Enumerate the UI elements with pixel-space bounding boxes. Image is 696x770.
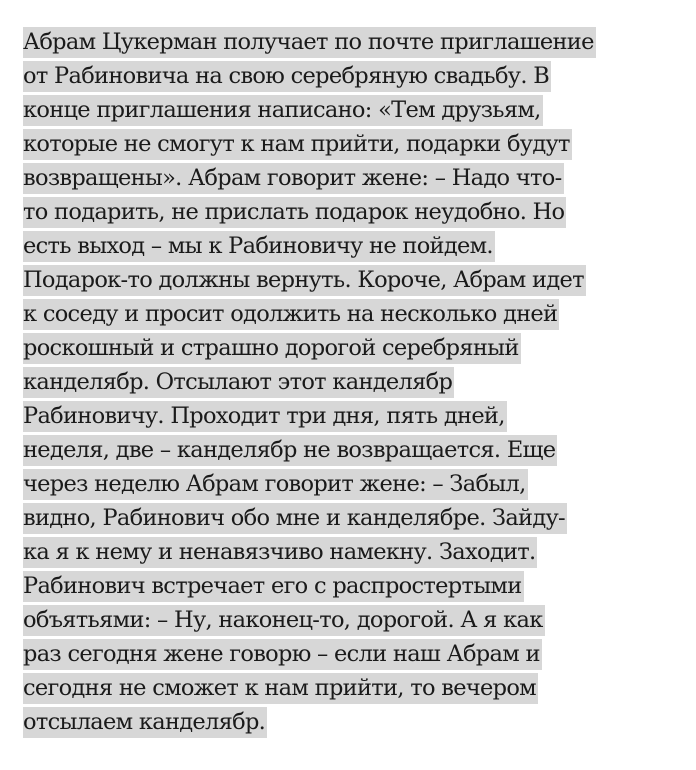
text-line bbox=[23, 299, 683, 333]
highlighted-text: роскошный и страшно дорогой серебряный bbox=[23, 333, 521, 364]
text-line bbox=[23, 605, 683, 639]
highlighted-text: Абрам Цукерман получает по почте приглашение bbox=[23, 27, 596, 58]
text-line bbox=[23, 367, 683, 401]
text-line bbox=[23, 129, 683, 163]
highlighted-text: раз сегодня жене говорю – если наш Абрам и bbox=[23, 639, 542, 670]
highlighted-text: видно, Рабинович обо мне и канделябре. Зайду- bbox=[23, 503, 567, 534]
text-line bbox=[23, 401, 683, 435]
text-line bbox=[23, 469, 683, 503]
text-line bbox=[23, 95, 683, 129]
highlighted-text: Рабиновичу. Проходит три дня, пять дней, bbox=[23, 401, 507, 432]
text-line bbox=[23, 27, 683, 61]
text-line bbox=[23, 707, 683, 741]
text-line bbox=[23, 265, 683, 299]
highlighted-text: к соседу и просит одолжить на несколько дней bbox=[23, 299, 559, 330]
highlighted-text: отсылаем канделябр. bbox=[23, 707, 267, 738]
highlighted-text: от Рабиновича на свою серебряную свадьбу. В bbox=[23, 61, 551, 92]
text-line bbox=[23, 163, 683, 197]
highlighted-text: неделя, две – канделябр не возвращается. Еще bbox=[23, 435, 557, 466]
text-line bbox=[23, 673, 683, 707]
highlighted-text: есть выход – мы к Рабиновичу не пойдем. bbox=[23, 231, 495, 262]
highlighted-text: сегодня не сможет к нам прийти, то вечером bbox=[23, 673, 538, 704]
text-line bbox=[23, 435, 683, 469]
highlighted-text: которые не смогут к нам прийти, подарки будут bbox=[23, 129, 572, 160]
highlighted-text: через неделю Абрам говорит жене: – Забыл, bbox=[23, 469, 528, 500]
highlighted-text: Рабинович встречает его с распростертыми bbox=[23, 571, 524, 602]
highlighted-text: возвращены». Абрам говорит жене: – Надо что- bbox=[23, 163, 564, 194]
highlighted-text: Подарок-то должны вернуть. Короче, Абрам идет bbox=[23, 265, 586, 296]
highlighted-text: ка я к нему и ненавязчиво намекну. Заходит. bbox=[23, 537, 537, 568]
text-line bbox=[23, 571, 683, 605]
text-line bbox=[23, 197, 683, 231]
text-line bbox=[23, 639, 683, 673]
text-line bbox=[23, 537, 683, 571]
highlighted-text: то подарить, не прислать подарок неудобно. Но bbox=[23, 197, 566, 228]
text-line bbox=[23, 333, 683, 367]
text-document bbox=[23, 27, 683, 741]
text-line bbox=[23, 231, 683, 265]
highlighted-text: конце приглашения написано: «Тем друзьям, bbox=[23, 95, 543, 126]
text-line bbox=[23, 61, 683, 95]
text-line bbox=[23, 503, 683, 537]
highlighted-text: канделябр. Отсылают этот канделябр bbox=[23, 367, 454, 398]
highlighted-text: объятьями: – Ну, наконец-то, дорогой. А я как bbox=[23, 605, 545, 636]
